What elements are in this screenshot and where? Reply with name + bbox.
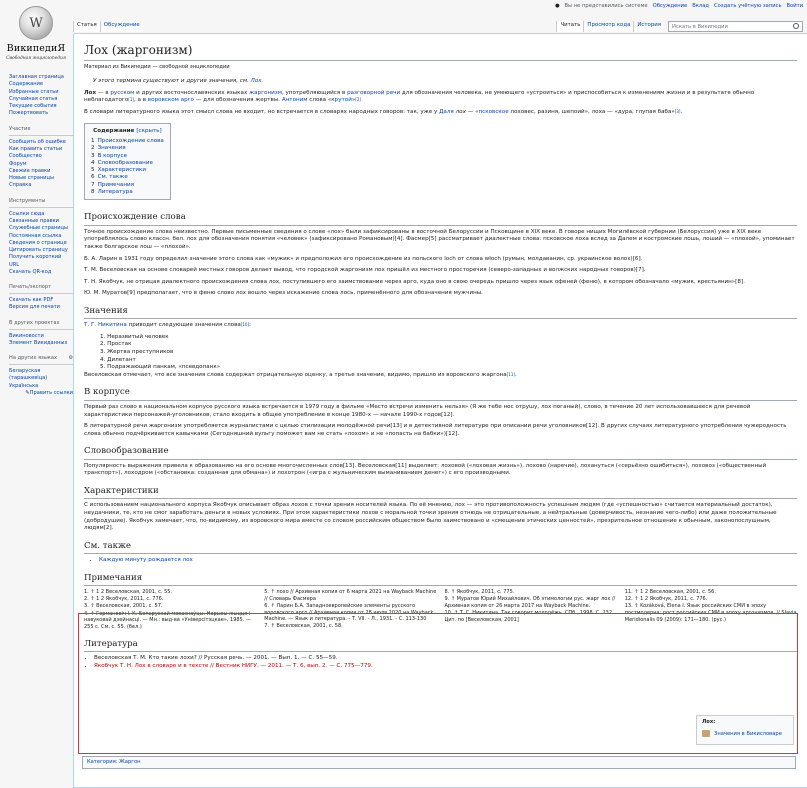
literature-item: • Якобчук Т. Н. Лох в словаре и в тексте // Вестник НИГУ. — 2011. — Т. 6, вып. 2. — С. 775—779. (94, 663, 797, 671)
reference-item: 6. ↑ Ларин Б.А. Западноевропейские элементы русского воровского арго // Архивная копия от 28 июля 2020 на Wayback Machine. — Язык и литература. - Т. VII. - Л., 1931. - С. 113-130 (264, 602, 434, 623)
sidebar-item-short-url[interactable]: Получить короткий URL (9, 254, 62, 268)
term: Лох (84, 89, 97, 96)
tab-talk[interactable]: Обсуждение (100, 21, 143, 32)
list-item: 2. Простак (100, 341, 132, 348)
toc-link[interactable]: Литература (97, 189, 133, 196)
reference-item: 11. ↑ 1 2 Веселовская, 2001, с. 56. (624, 589, 716, 596)
wordmark: ВикипедиЯ (6, 43, 66, 54)
sidebar-item-report-error[interactable]: Сообщить об ошибке (9, 138, 66, 145)
list-item (99, 557, 797, 564)
literature-list (84, 655, 797, 670)
toc-item[interactable] (91, 174, 164, 181)
sidebar-item-related-changes[interactable]: Связанные правки (9, 217, 59, 224)
sidebar-participation (9, 126, 73, 190)
sidebar-item-wikinews[interactable]: Викиновости (9, 332, 44, 339)
sidebar-tools (9, 198, 73, 277)
sidebar-item-featured[interactable]: Избранные статьи (9, 88, 59, 95)
sidebar-item-recent-changes[interactable]: Свежие правки (9, 167, 51, 174)
sidebar-item-qr-code[interactable]: Скачать QR-код (9, 268, 52, 275)
see-also-link[interactable]: Каждую минуту рождается лох (99, 557, 193, 564)
portal-heading: Инструменты (9, 198, 73, 208)
reference-item: 13. ↑ Kozáková, Elena I. Язык российских СМИ в эпоху постмодерна: рост российских СМИ в эпоху аргонизмов. // Slavia Meridionalis 09 (2009): 171—180. (рус.) (624, 603, 797, 623)
sidebar-item-lang-uk[interactable]: Українська (9, 382, 39, 389)
intro-text: » (351, 97, 356, 104)
hatnote-text: У этого термина существуют и другие значения, см. (93, 78, 251, 85)
intro-text: — для обозначения жертвы. (193, 97, 282, 104)
sidebar-item-contents[interactable]: Содержание (9, 81, 44, 88)
toc-num: 6 (91, 174, 95, 181)
toc-num: 5 (91, 167, 95, 174)
reference-item: 8. ↑ Якобчук, 2011, с. 775. (444, 589, 515, 596)
meanings-list (100, 334, 797, 372)
search-placeholder: Искать в Википедии (672, 24, 728, 30)
site-sub: Материал из Википедии — свободной энциклопедии (84, 64, 230, 71)
page-title: Лох (жаргонизм) (84, 42, 797, 61)
toc-link[interactable]: Характеристики (97, 167, 147, 174)
ref-link[interactable]: [1] (128, 97, 134, 103)
wiktionary-link[interactable]: Значения в Викисловаре (714, 731, 782, 738)
sidebar-item-forum[interactable]: Форум (9, 160, 27, 167)
toc-link[interactable]: См. также (97, 174, 128, 181)
section-heading-word-formation: Словообразование (84, 446, 797, 460)
reference-item: 10. ↑ Т. Г. Никитина. Так говорит молодёжь. СПб., 1998. С. 232. Цит. по [Веселовская, 2001] (444, 610, 614, 623)
references-column (84, 589, 256, 631)
sidebar-item-help[interactable]: Справка (9, 182, 32, 189)
ref-link[interactable]: [3] (674, 108, 681, 114)
origin-paragraph-3: Т. М. Веселовская на основе словарей местных говоров делает вывод, что городской жаргонизм лох пришёл из местного просторечия (северо-западных и волжских народных говоров)[7]. (84, 267, 646, 274)
intro-term: лох (455, 108, 466, 115)
characteristics-paragraph: С использованием национального корпуса Якобчук описывает образ лохов с точки зрения носителей языка. По её мнению, лох — это противоположность успешным людям (где «успешностью» считается материальный достаток), неудачники, те, кто не смог заработать деньги в новых условиях. При этом характеристики лохов с моральной точки зрения отнюдь не отрицательные, а нейтральные (доверчивость, незнание чего-либо) или даже положительные (добродушие). Якобчук замечает, что, по-видимому, из воровского мира вместе со словом российским обществом было заимствовано и «смещение этических ценностей», презрительное отношение к обычным, законопослушным, людям[2]. (84, 502, 777, 532)
toc-item[interactable] (91, 189, 164, 196)
toc-link[interactable]: Словообразование (97, 159, 153, 166)
hatnote-link[interactable]: Лох (250, 78, 262, 85)
section-heading-notes: Примечания (84, 573, 797, 587)
intro-text: лоховес, разиня, шепоий», лоха — «дура, глупая баба» (508, 108, 675, 115)
intro-text: В словари литературного языка этот смысл слова не входит, но встречается в словарях народных говоров: так, уже у (84, 108, 440, 115)
ref-link[interactable]: [11] (506, 371, 515, 377)
list-item: 4. Дилетант (100, 356, 136, 363)
meanings-outro: Веселовская отмечает, что все значения слова содержат отрицательную оценку, а третье значение, видимо, пришло из воровского жаргона[11]. (84, 371, 517, 378)
intro-text: — (465, 108, 476, 115)
sidebar-item-current-events[interactable]: Текущие события (9, 103, 57, 110)
references-column (445, 589, 617, 631)
sidebar-item-donate[interactable]: Пожертвовать (9, 110, 49, 117)
link-jargonism[interactable]: жаргонизм (249, 89, 282, 96)
sidebar-item-new-pages[interactable]: Новые страницы (9, 175, 54, 182)
tagline: Свободная энциклопедия (6, 55, 66, 61)
link-pskov[interactable]: «псковское (475, 108, 509, 115)
toc-num: 3 (91, 152, 95, 159)
personal-tools (555, 3, 803, 10)
sidebar-item-community[interactable]: Сообщество (9, 153, 42, 160)
personal-contrib-link[interactable]: Вклад (692, 3, 710, 9)
sidebar-projects (9, 320, 73, 347)
tab-read[interactable]: Читать (556, 21, 583, 32)
personal-talk-link[interactable]: Обсуждение (652, 3, 688, 9)
origin-paragraph-2: Б. А. Ларин в 1931 году определил значение этого слова как «мужик» и предположил его происхождение из польского loch от слова włoch (румын, молдаванин, ср. украинское волох)[6]. (84, 255, 643, 262)
login-link[interactable]: Войти (786, 3, 803, 9)
sidebar-languages (9, 355, 73, 397)
ref-link[interactable]: [10] (240, 322, 250, 328)
reference-item: 9. ↑ Муратов Юрий Михайлович. Об этимологии рус. жарг лох // Архивная копия от 26 марта 2017 на Wayback Machine. (444, 596, 616, 609)
toc-title-text: Содержание (93, 128, 135, 135)
meanings-intro: Т. Г. Никитина приводит следующие значения слова[10]: (84, 322, 251, 329)
link-dal[interactable]: Даля (439, 108, 454, 115)
toc-title (91, 128, 164, 136)
sidebar-item-wikidata[interactable]: Элемент Викиданных (9, 339, 68, 346)
literature-item: • Веселовская Т. М. Кто такие лохи? // Русская речь. — 2001. — Вып. 1. — С. 55—59. (94, 655, 797, 663)
reference-item: 2. ↑ 1 2 Якобчук, 2011, с. 776. (84, 596, 164, 603)
list-item-text: Жертва преступников (107, 349, 174, 356)
section-heading-corpus: В корпусе (84, 387, 797, 401)
origin-paragraph-4: Т. Н. Якобчук, не отрицая диалектного происхождения слова лох, поступившего его заимствование через арго, куда оно в свою очередь пришло через язык офеней (феню), в котором обозначало «мужик, крестьянин»[8]. (84, 278, 745, 285)
sister-title: Лох: (702, 719, 716, 725)
list-item: 5. Подражающий панкам, «псевдопанк» (100, 364, 221, 371)
user-icon: ● (554, 3, 560, 9)
sidebar-print (9, 284, 73, 311)
sidebar-item-page-info[interactable]: Сведения о странице (9, 239, 67, 246)
pencil-icon: ✎ (25, 389, 30, 396)
intro-text: слова « (307, 97, 332, 104)
corpus-paragraph-1: Первый раз слово в национальном корпусе русского языка встречается в 1979 году в фильме «Место встречи изменить нельзя» (Я же тебе нос отрушу, лох поганый), слово, в течение 20 лет использовавшееся для речевой характеристики персонажей-уголовников, стало входить в общее употребление в конце 1980-х — начале 1990-х годов[12]. (84, 403, 751, 418)
word-formation-paragraph: Популярность выражения привела к образованию на его основе многочисленных слов[13]. Веселовская[11] выделяет: лоховой («лоховая жизнь»), лохово (наречие), лохануться («серьёзно ошибиться»), лоховоз («общественный транспорт»), лоходром («обстановка: созданная для обмана») и лохотрон («игра с жульническим выманиванием денег») с его производными. (84, 462, 767, 477)
sidebar-item-printable[interactable]: Версия для печати (9, 304, 60, 311)
sidebar-item-cite[interactable]: Цитировать страницу (9, 247, 68, 254)
reference-item: 4. ↑ Германовіч І. К. Беларускай мовазнаўцы. Нарысы жыцця і навуковай дзейнасці. — Мн.: выд-ва «Універсітэцкае», 1985. — 255 с. См. с. 55. (бел.) (84, 610, 251, 630)
list-item-text: Простак (107, 341, 132, 348)
link-colloquial[interactable]: разговорной речи (347, 89, 401, 96)
categories-label[interactable]: Категория: (87, 759, 118, 765)
portal-heading: В других проектах (9, 320, 73, 330)
section-heading-see-also: См. также (84, 541, 797, 555)
section-heading-meanings: Значения (84, 306, 797, 320)
intro-text: , а в (133, 97, 148, 104)
portal-heading: Печать/экспорт (9, 284, 73, 294)
create-account-link[interactable]: Создать учётную запись (714, 3, 782, 9)
toc-link[interactable]: В корпусе (97, 152, 128, 159)
toc-link[interactable]: Примечания (97, 181, 135, 188)
list-item: 1. Неразвитый человек (100, 333, 169, 340)
toc-num: 1 (91, 137, 95, 144)
references (84, 589, 797, 631)
list-item-text: Дилетант (107, 356, 136, 363)
sidebar-item-special-pages[interactable]: Служебные страницы (9, 225, 69, 232)
toc-num: 4 (91, 159, 95, 166)
intro-paragraph-1 (84, 90, 797, 105)
toc-item[interactable] (91, 167, 164, 174)
search-input[interactable] (668, 21, 803, 32)
category-links (82, 756, 796, 769)
portal-heading-text: На других языках (9, 355, 57, 362)
section-heading-literature: Литература (84, 639, 797, 653)
meanings-outro-text: Веселовская отмечает, что все значения слова содержат отрицательную оценку, а третье значение, видимо, пришло из воровского жаргона (84, 371, 507, 378)
edit-links[interactable]: Править ссылки (29, 389, 73, 396)
toc-item[interactable] (91, 182, 164, 189)
toc-link[interactable]: Происхождение слова (97, 137, 164, 144)
list-item: 3. Жертва преступников (100, 349, 174, 356)
reference-item: 5. ↑ лохо // Архивная копия от 6 марта 2021 на Wayback Machine // Словарь Фасмера (264, 589, 437, 602)
reference-item: 12. ↑ 1 2 Якобчук, 2011, с. 776. (624, 596, 708, 603)
gear-icon[interactable]: ⚙ (68, 355, 73, 362)
ref-link[interactable]: [2] (355, 97, 361, 103)
origin-paragraph-1: Точное происхождение слова неизвестно. Первые письменные сведения о слове «лох» были зафиксированы в восточной Белоруссии и Псковщине в XIX веке. В говоре нищих Могилёвской губернии (Белоруссия) уже в XIX веке употреблялось слово классн. бел. лох для обозначения понятия «человек» (зафиксировано Романовым)[4]. Фасмер[5] рассматривает диалектные слова: псковское лоха вслед за Далем и костромские лошь, лоший — «плохой», упоминает также болгарское лош — «плохой». (84, 228, 795, 250)
sidebar-item-how-to-edit[interactable]: Как править статьи (9, 145, 63, 152)
link-krutoy[interactable]: крутой (331, 97, 352, 104)
namespace-tabs (73, 21, 143, 32)
see-also-list (84, 557, 797, 564)
sidebar-item-main-page[interactable]: Заглавная страница (9, 74, 64, 80)
meanings-intro-text: приводит следующие значения слова (126, 322, 241, 329)
toc-item[interactable] (91, 160, 164, 167)
intro-paragraph-2: В словари литературного языка этот смысл слова не входит, но встречается в словарях народных говоров: так, уже у Даля лох — «псковское лоховес, разиня, шепоий», лоха — «дура, глупая баба»[3]. (84, 108, 683, 115)
table-of-contents (84, 123, 171, 200)
sidebar (9, 74, 73, 405)
category-item[interactable]: Жаргон (119, 759, 141, 765)
link-nikitina[interactable]: Т. Г. Никитина (84, 322, 127, 329)
toc-num: 8 (91, 189, 95, 196)
list-item-text: Подражающий панкам, «псевдопанк» (107, 364, 221, 371)
tab-article[interactable]: Статья (73, 21, 100, 32)
section-heading-characteristics: Характеристики (84, 486, 797, 500)
reference-item: 1. ↑ 1 2 Веселовская, 2001, с. 55. (84, 589, 173, 596)
toc-item[interactable] (91, 153, 164, 160)
sister-project-box (696, 715, 794, 745)
toc-toggle[interactable]: [скрыть] (136, 128, 162, 135)
section-heading-origin: Происхождение слова (84, 212, 797, 226)
reference-item: 3. ↑ Веселовская, 2001, с. 57. (84, 603, 163, 610)
link-russian[interactable]: русском (110, 89, 135, 96)
portal-heading: Участие (9, 126, 73, 136)
not-logged-in: Вы не представились системе (564, 3, 648, 9)
reference-item: 7. ↑ Веселовская, 2001, с. 58. (264, 623, 343, 630)
references-column (264, 589, 436, 631)
globe-icon (19, 6, 53, 40)
references-column (625, 589, 797, 631)
wiktionary-icon (702, 730, 710, 737)
sidebar-item-lang-be-tarask[interactable]: Беларуская (тарашкевіца) (9, 368, 48, 382)
origin-paragraph-5: Ю. М. Муратов[9] предполагает, что в феню слово лох вошло через искажение слова лось, применённого для обозначения мужчины. (84, 290, 483, 297)
hatnote: У этого термина существуют и другие значения, см. Лох. (93, 78, 264, 85)
sidebar-item-download-pdf[interactable]: Скачать как PDF (9, 297, 54, 304)
view-tabs (556, 21, 803, 32)
toc-item[interactable] (91, 145, 164, 152)
sidebar-item-what-links-here[interactable]: Ссылки сюда (9, 210, 45, 217)
tab-history[interactable]: История (633, 21, 664, 32)
sidebar-navigation (9, 74, 73, 118)
toc-link[interactable]: Значения (97, 145, 126, 152)
intro-text: — в (96, 89, 111, 96)
intro-text: и других восточнославянских языках (134, 89, 250, 96)
intro-text: для обозначения человека, не умеющего «устроиться» и приспособиться к изменениям жизни и в результате обычно неблагодатого (84, 89, 755, 104)
toc-num: 7 (91, 181, 95, 188)
corpus-paragraph-2: В литературной речи жаргонизм употребляется журналистами с целью стилизации молодёжной речи[13] и в детективной литературе при описании речи уголовников[12]. В других случаях литературного употребления чужеродность слова обычно подчёркивается кавычками (Сегодняшний вульгу поможет вам не стать «лохом» и не «попасть на бабки»)[12]. (84, 423, 787, 437)
link-antonym[interactable]: Антоним (281, 97, 308, 104)
toc-item[interactable] (91, 138, 164, 145)
toc-num: 2 (91, 145, 95, 152)
list-item-text: Неразвитый человек (107, 333, 169, 340)
sidebar-item-permanent-link[interactable]: Постоянная ссылка (9, 232, 62, 239)
sidebar-item-random[interactable]: Случайная статья (9, 95, 58, 102)
portal-heading (9, 355, 73, 365)
search-icon[interactable] (793, 23, 799, 29)
content (73, 33, 807, 788)
wiki-logo[interactable] (4, 2, 68, 66)
intro-text: , употребляющийся в (281, 89, 348, 96)
link-argot[interactable]: воровском арго (147, 97, 194, 104)
tab-view-source[interactable]: Просмотр кода (583, 21, 633, 32)
